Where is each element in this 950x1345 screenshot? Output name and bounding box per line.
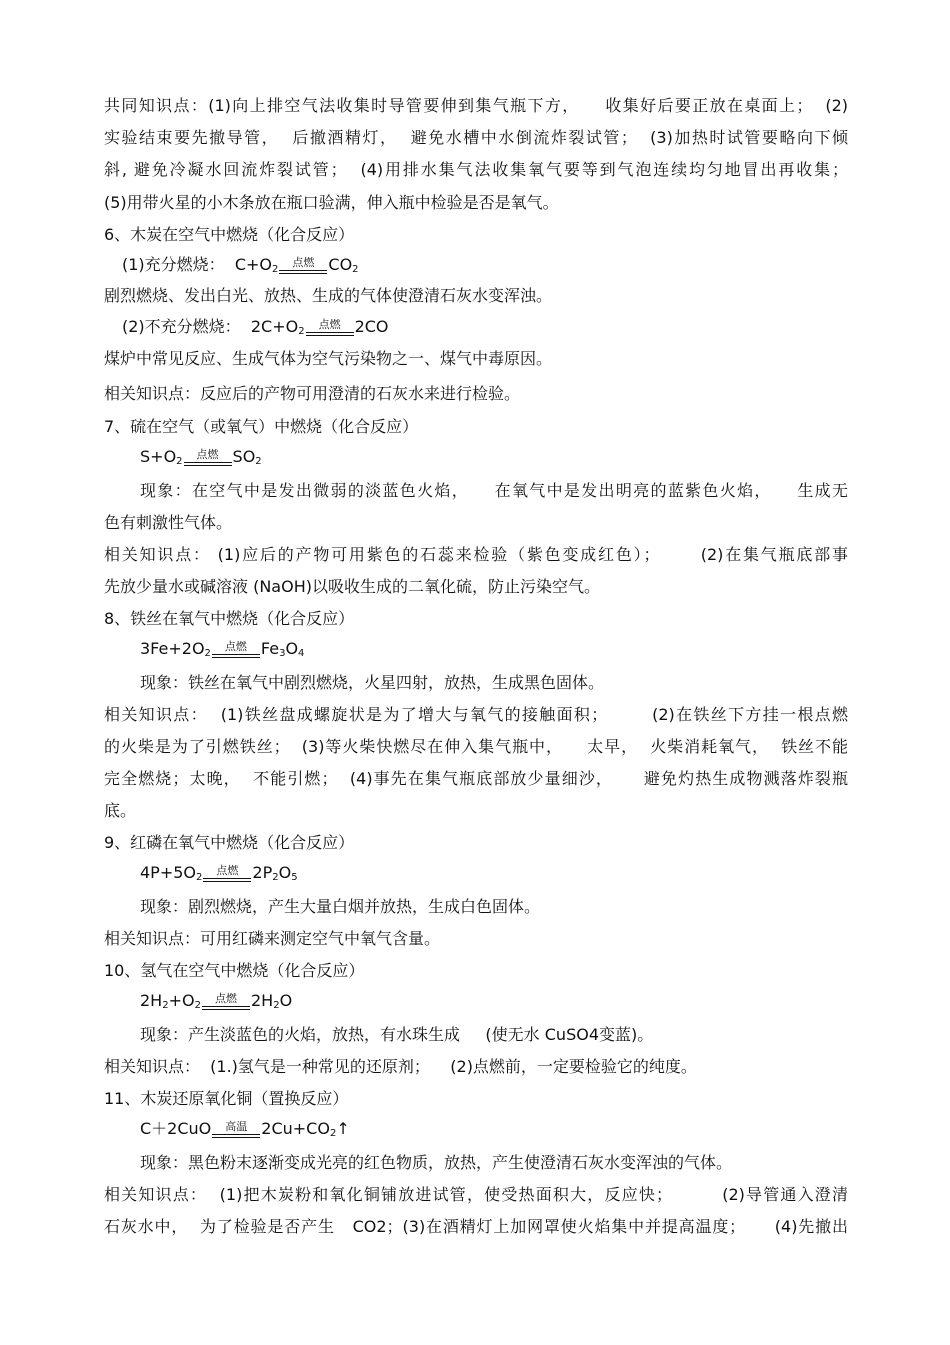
text-line: 剧烈燃烧、发出白光、放热、生成的气体使澄清石灰水变浑浊。 bbox=[104, 286, 553, 305]
text-line: 的火柴是为了引燃铁丝； (3)等火柴快燃尽在伸入集气瓶中， 太早， 火柴消耗氧气， 铁丝不能 bbox=[104, 737, 848, 756]
equation-reactants: $S+O_2$ bbox=[140, 447, 183, 467]
text-line: 相关知识点：反应后的产物可用澄清的石灰水来进行检验。 bbox=[104, 384, 521, 403]
section-heading: 8、铁丝在氧气中燃烧（化合反应） bbox=[104, 609, 355, 628]
reaction-condition: 点燃 bbox=[202, 1006, 250, 1007]
equation-products: $2P_2O_5$ bbox=[252, 863, 298, 883]
equation-charcoal-incomplete bbox=[122, 316, 389, 338]
equation-reactants: $C+O_2$ bbox=[234, 255, 279, 275]
text-line: 相关知识点： (1)应后的产物可用紫色的石蕊来检验（紫色变成红色）； (2)在集气瓶底部事 bbox=[104, 545, 848, 564]
equation-prefix: (2)不充分燃烧： bbox=[122, 317, 251, 336]
text-line: 相关知识点：可用红磷来测定空气中氧气含量。 bbox=[104, 929, 441, 948]
equation-hydrogen bbox=[140, 990, 292, 1012]
text-line: 石灰水中， 为了检验是否产生 CO2；(3)在酒精灯上加网罩使火焰集中并提高温度； (4)先撤出 bbox=[104, 1217, 848, 1236]
text-line: 现象：剧烈燃烧，产生大量白烟并放热，生成白色固体。 bbox=[140, 897, 541, 916]
text-line: 相关知识点： (1.)氢气是一种常见的还原剂； (2)点燃前，一定要检验它的纯度。 bbox=[104, 1057, 697, 1076]
equation-reactants: $2H_2+O_2$ bbox=[140, 991, 201, 1011]
equation-reactants: $4P+5O_2$ bbox=[140, 863, 203, 883]
equation-iron bbox=[140, 638, 304, 660]
text-line: 现象：铁丝在氧气中剧烈燃烧，火星四射，放热，生成黑色固体。 bbox=[140, 673, 605, 692]
equation-products: $SO_2$ bbox=[232, 447, 262, 467]
text-line: 实验结束要先撤导管， 后撤酒精灯， 避免水槽中水倒流炸裂试管； (3)加热时试管要略向下倾 bbox=[104, 128, 848, 147]
equation-reactants: $2C+O_2$ bbox=[250, 317, 305, 337]
text-line: 先放少量水或碱溶液 (NaOH)以吸收生成的二氧化硫，防止污染空气。 bbox=[104, 577, 600, 596]
text-line: 相关知识点： (1)把木炭粉和氧化铜铺放进试管，使受热面积大，反应快； (2)导管通入澄清 bbox=[104, 1185, 848, 1204]
reaction-condition: 点燃 bbox=[203, 878, 251, 879]
reaction-condition: 点燃 bbox=[184, 462, 232, 463]
text-line: 底。 bbox=[104, 801, 137, 820]
text-line: 现象：黑色粉末逐渐变成光亮的红色物质，放热，产生使澄清石灰水变浑浊的气体。 bbox=[140, 1153, 733, 1172]
equation-phosphorus bbox=[140, 862, 298, 884]
section-heading: 11、木炭还原氧化铜（置换反应） bbox=[104, 1089, 349, 1108]
section-heading: 9、红磷在氧气中燃烧（化合反应） bbox=[104, 833, 355, 852]
equation-products: $CO_2$ bbox=[328, 255, 359, 275]
section-heading: 6、木炭在空气中燃烧（化合反应） bbox=[104, 225, 355, 244]
equation-reactants: C＋2CuO bbox=[140, 1119, 212, 1138]
text-line: 色有刺激性气体。 bbox=[104, 513, 233, 532]
equation-reactants: $3Fe+2O_2$ bbox=[140, 639, 211, 659]
section-heading: 7、硫在空气（或氧气）中燃烧（化合反应） bbox=[104, 417, 419, 436]
text-line: 相关知识点： (1)铁丝盘成螺旋状是为了增大与氧气的接触面积； (2)在铁丝下方挂一根点燃 bbox=[104, 705, 848, 724]
section-heading: 10、氢气在空气中燃烧（化合反应） bbox=[104, 961, 365, 980]
equation-products: $2H_2O$ bbox=[250, 991, 293, 1011]
text-line: 斜, 避免冷凝水回流炸裂试管； (4)用排水集气法收集氧气要等到气泡连续均匀地冒出再收集； bbox=[104, 160, 848, 179]
text-line: 共同知识点：(1)向上排空气法收集时导管要伸到集气瓶下方， 收集好后要正放在桌面上； (2) bbox=[104, 96, 848, 115]
equation-products: $Fe_3O_4$ bbox=[260, 639, 305, 659]
equation-charcoal-complete bbox=[122, 254, 359, 276]
reaction-condition: 点燃 bbox=[212, 654, 260, 655]
reaction-condition: 高温 bbox=[212, 1134, 260, 1135]
text-line: (5)用带火星的小木条放在瓶口验满，伸入瓶中检验是否是氧气。 bbox=[104, 193, 559, 212]
text-line: 现象：在空气中是发出微弱的淡蓝色火焰， 在氧气中是发出明亮的蓝紫色火焰， 生成无 bbox=[140, 481, 848, 500]
text-line: 现象：产生淡蓝色的火焰，放热，有水珠生成 (使无水 CuSO4变蓝)。 bbox=[140, 1025, 654, 1044]
equation-products: 2CO bbox=[354, 317, 389, 336]
equation-products: $2Cu+CO_2↑$ bbox=[261, 1119, 350, 1139]
equation-prefix: (1)充分燃烧： bbox=[122, 255, 235, 274]
reaction-condition: 点燃 bbox=[279, 270, 327, 271]
equation-sulfur bbox=[140, 446, 262, 468]
text-line: 煤炉中常见反应、生成气体为空气污染物之一、煤气中毒原因。 bbox=[104, 349, 553, 368]
text-line: 完全燃烧；太晚， 不能引燃； (4)事先在集气瓶底部放少量细沙， 避免灼热生成物溅落炸裂瓶 bbox=[104, 769, 848, 788]
equation-copper-oxide bbox=[140, 1118, 350, 1140]
reaction-condition: 点燃 bbox=[306, 332, 354, 333]
